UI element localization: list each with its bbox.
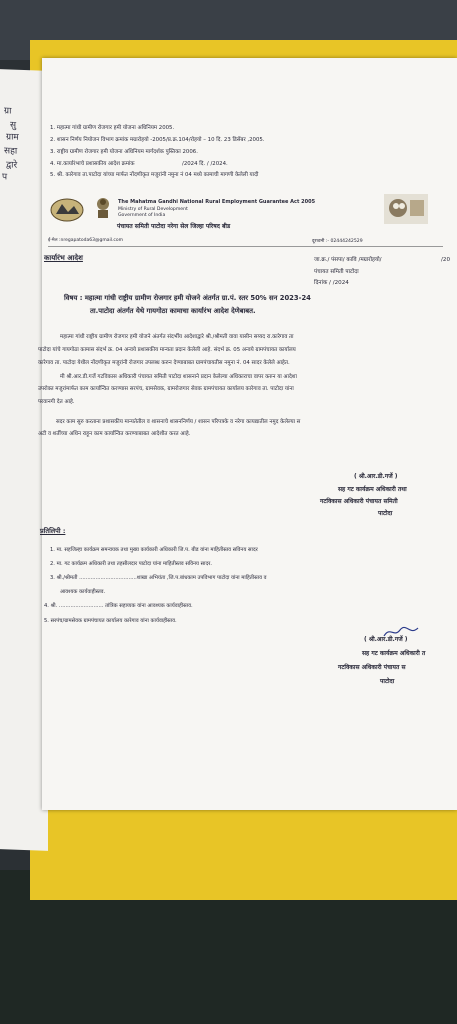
reference-item: 4. मा.कार्यारंभाचे प्रशासकीय आदेश क्रमांक (50, 161, 135, 167)
reference-item: 2. शासन निर्णय नियोजन विभाग क्रमांक मग्रारोहयो -2005/प्र.क्र.104/रोहयो – 10 दि. 23 डिसेंबर ,2005. (50, 137, 265, 143)
copy-item: 3. श्री./श्रीमती ...................................शाखा अभियंता ,जि.प.बांधकाम उपविभाग पाटोदा यांना माहितीस्तव व (50, 575, 267, 581)
subject-line-2: ता.पाटोदा अंतर्गत येथे गायगोठा कामाचा कार्यारंभ आदेश देणेबाबत. (90, 307, 256, 315)
signatory-title: सह गट कार्यक्रम अधिकारी तथा (338, 486, 407, 493)
act-title: The Mahatma Gandhi National Rural Employment Guarantee Act 2005 (118, 199, 316, 205)
order-date: दिनांक / /2024 (314, 280, 349, 286)
copy-item: आवश्यक कार्यवाहीस्तव. (60, 589, 106, 595)
copy-item: 2. मा. गट कार्यक्रम अधिकारी तथा तहसीलदार पाटोदा यांना माहितीस्तव सविनय सादर. (50, 561, 212, 567)
left-fragment-text: सु (10, 120, 17, 131)
ministry-name: Ministry of Rural Development (118, 207, 188, 212)
signatory-title: गटविकास अधिकारी पंचायत स (338, 664, 406, 671)
body-line: कारेगाव ता. पाटोदा येथील नोंदणीकृत मजुरांनी रोजगार उपलब्ध करुन देण्याबाबत ग्रामपंचायतीस नमुना नं. 04 सादर केलेले आहेत. (38, 360, 290, 366)
left-page-fragment (0, 69, 48, 851)
national-emblem-icon (94, 194, 112, 222)
subject-line-1: विषय : महात्मा गांधी राष्ट्रीय ग्रामीण रोजगार हमी योजने अंतर्गत ग्रा.पं. स्तर 50% सन 2023-24 (64, 294, 311, 302)
document-page (38, 58, 457, 810)
reference-item: 3. राष्ट्रीय ग्रामीण रोजगार हमी योजना अधिनियम मार्गदर्शक पुस्तिका 2006. (50, 149, 198, 155)
office-title: पंचायत समिती पाटोदा नरेगा सेल जिल्हा परिषद बीड (117, 223, 231, 230)
header-divider (48, 246, 443, 247)
office-name: पंचायत समिती पाटोदा (314, 269, 359, 275)
copy-item: 5. सरपंच/ग्रामसेवक ग्रामपंचायत कार्यालय कारेगाव यांना कार्यवाहीस्तव. (44, 618, 177, 624)
office-phone: दूरध्वनी :- 02444242529 (312, 239, 363, 244)
body-line: परवानगी देत आहे. (38, 399, 75, 405)
left-fragment-text: ग्रा (4, 106, 12, 117)
body-line: महात्मा गांधी राष्ट्रीय ग्रामीण रोजगार हमी योजने अंतर्गत संदर्भीय आदेशाद्वारे श्री./श्रीमती वावा यासीन सय्यद रा.कारेगाव ता (60, 334, 294, 340)
signatory-name: ( श्री.आर.डी.गर्जे ) (354, 473, 398, 480)
mgnrega-logo-icon (50, 198, 84, 222)
signatory-title: गटविकास अधिकारी पंचायत समिती (320, 498, 398, 505)
signatory-title: सह गट कार्यक्रम अधिकारी त (362, 650, 426, 657)
signatory-place: पाटोदा (378, 510, 393, 517)
gov-name: Government of India (118, 213, 166, 218)
reference-date: /2024 दि. / /2024. (182, 161, 228, 167)
copy-item: 4. श्री. ........................... तांत्रिक सहाय्यक यांना आवश्यक कार्यवाहीस्तव. (44, 603, 193, 609)
left-fragment-text: द्वारे (6, 160, 18, 171)
gandhi-portrait-icon (384, 194, 428, 224)
body-line: मी श्री.आर.डी.गर्जे गटविकास अधिकारी पंचायत समिती पाटोदा शासनाने प्रदान केलेल्या अधिकाराचा वापर करुन या आदेशा (60, 374, 297, 380)
reference-item: 5. श्री. कारेगाव ता.पाटोदा यांच्या मार्फत नोंदणीकृत मजुरांनी नमुना नं 04 मध्ये कामाची मागणी केलेली यादी (50, 172, 259, 178)
copy-label: प्रतिलिपी : (40, 527, 66, 535)
signatory-place: पाटोदा (380, 678, 395, 685)
left-fragment-text: प (2, 172, 8, 183)
body-line: सदर काम सुरु करताना प्रशासकीय मान्यतेतील व शासनाचे शासननिर्णय / शासन परिपत्रके व नरेगा कायद्यातील नमुद केलेल्या स (56, 419, 301, 425)
order-label: कार्यारंभ आदेश (44, 254, 83, 262)
signatory-name: ( श्री.आर.डी.गर्जे ) (364, 636, 408, 643)
copy-item: 1. मा. सहजिल्हा कार्यक्रम समन्वयक तथा मुख्य कार्यकारी अधिकारी जि.प. बीड यांना माहितीस्तव सविनय सादर (50, 547, 258, 553)
left-fragment-text: सहा (4, 146, 18, 157)
outward-number: जा.क्र./ पंसपा/ कावि /मग्रारोहयो/ (314, 257, 382, 263)
body-line: उपरोक्त मजुरांमार्फत काम कार्यान्वित करण्यास सरपंच, ग्रामसेवक, ग्रामरोजगार सेवक ग्रामपंचायत कार्यालय कारेगाव ता. पाटोदा यांना (38, 386, 294, 392)
outward-year: /20 (441, 257, 451, 263)
body-line: पाटोदा यांचे गायगोठा कामास संदर्भ क्र. 04 अन्वये प्रशासकीय मान्यता प्रदान केलेली आहे. संदर्भ क्र. 05 अन्वये ग्रामपंचायत कार्यालय (38, 347, 296, 353)
office-email: ई-मेल :nregapatoda63@gmail.com (48, 238, 124, 243)
left-fragment-text: ग्राम (6, 132, 19, 143)
reference-item: 1. महात्मा गांधी ग्रामीण रोजगार हमी योजना अधिनियम 2005. (50, 125, 175, 131)
body-line: अटी व शर्तीच्या अधिन राहून काम कार्यान्वित करण्याबाबत आदेशीत करत आहे. (38, 431, 191, 437)
